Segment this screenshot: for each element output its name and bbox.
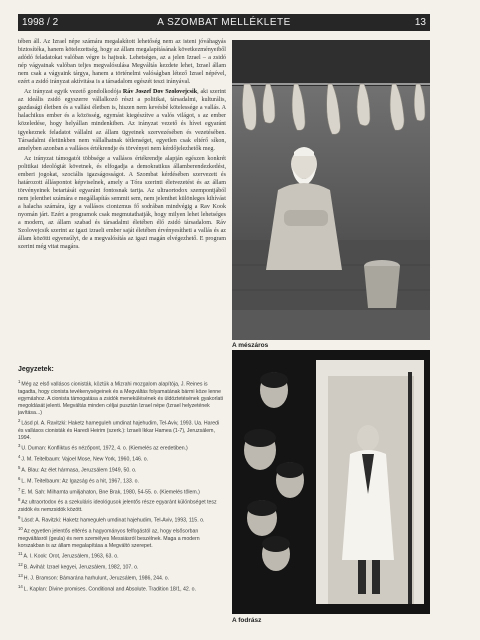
issue-number: 1998 / 2 [22,17,59,28]
article-body [18,38,226,356]
note-item: $^1$Még az első vallásos cionisták, köztük a Mizrahi mozgalom alapítója, J. Reines is tagadta, hogy cionista tevékenységeinek és a Megváltás folyamatának bármi köze lenne egymáshoz. A cionista támogatása a zsidók menekülésének és üldöztetésének gyakorlati megoldását jelenti. Megváltás minden céljai pusztán Izrael népe (Izrael helyzetének javítása...) [18,379,224,417]
note-item: $^2$Lásd pl. A. Ravitzki: Haketz hameguleh umdinat hajehudim, Tel-Aviv, 1993. Ua. Haredi és vallásos cionisták és Haredi Heirim (szerk.): Izraeli Ikkar Hamea (1-7), Jeruzsálem, 1994. [18,418,220,442]
publication-title: A SZOMBAT MELLÉKLETE [157,17,291,28]
note-item: $^9$Lásd: A. Ravitzki: Haketz hameguleh umdinat hajehudim, Tel-Aviv, 1993, 115. o. [18,515,205,525]
note-item: $^{11}$A. I. Kook: Orot, Jeruzsálem, 1963, 63. o. [18,551,119,560]
barber-photo [232,350,430,614]
note-item: $^3$U. Duman: Konfliktus és nézőpont, 1972, 4. o. (Kiemelés az eredetiben.) [18,443,188,452]
article-paragraph: tében áll. Az Izrael népe számára megalakított lehetőség nem az isteni jóváhagyás biztosítéka, hanem kötelezettség, hogy az állam megalapításának következményeiből adódó feladatokat valóban végre is hajtsuk. Lehetséges, az a jelen Izrael – a zsidó nép vágyainak valóban teljes megvalósulása Megváltás kezdete lehet, Izrael állam nem csak a vágyaink tárgya, hanem a történelmi valóságban létező Izrael népével, ezért a zsidó irányzat aktívitása is a társadalom egészét teszi irányával. [18,39,226,86]
note-item: $^5$A. Blau: Az élet hármasa, Jeruzsálem 1949, 50. o. [18,464,137,474]
butcher-caption: A mészáros [232,342,269,349]
note-item: $^6$L. M. Teitelbaum: Az Igazság és a hit, 1967, 133. o. [18,475,139,485]
notes-heading: Jegyzetek: [18,366,54,373]
speaker-name: Ráv Joszef Dov Szolovejcsik [122,89,198,96]
note-item: $^{10}$Az egyetlen jelentős eltérés a hagyományos felfogástól az, hogy elsősorban megváltásról (geula) és nem személyes Messiásról beszélnek. Maga a modern korszakban is az állam megalapítása a Megváltó szerepet. [18,526,200,550]
note-item: $^{14}$L. Kaplan: Divine promises. Conditional and Absolute. Tradition 18/1, 42. o. [18,583,196,593]
butcher-scene-illustration [232,40,430,340]
notes-list [18,378,226,638]
note-item: $^7$E. M. Sah: Milhamta umiljahaton, Bne Brak, 1980, 54-55. o. (Kiemelés tőlem.) [18,486,200,496]
barber-scene-illustration [232,350,430,614]
running-header [18,14,430,31]
butcher-photo [232,40,430,340]
article-paragraph: Az irányzat egyik vezető gondolkodója Ráv Joszef Dov Szolovejcsik, aki szerint az ideális zsidó egyszerre vállalkozó részt a politikai, társadalmi, kulturális, gazdasági életben és a vallási életben is, hiszen nem kevésbé kötelessége a vallás. A halachikus ember és a közösség, egymást kiegészítve a valós világot, s az ember közeledése, hogy helyállan mindenkiben. Az irányzat vezető és hívei egyaránt igyekeznek feladatot vállalni az állam ügyeinek szervezésében és vezetésében. Társadalmi életünkben nem vállalhatnak tétlenséget, egyetlen csak eltérő síkon, amelyben azonban a vallásos értékrendje és törvényei nem kérdőjelezhetők meg. [18,89,226,152]
article-paragraph: Az irányzat támogatói többsége a vallásos értékrendje alapján egészen konkrét politikai ideológiát követnek, és elfogadja a demokratikus államberendezkedést, emberi jogokat, szociális igazságosságot. A Szombat kérdésében szervezett és határozott álláspontot képviselnek, amely a Tóra szerinti életvezetést és az állam törvényeinek betartását egyaránt fontosnak tartja. Az ultraortodox szempontjából nem jelenthet számára e megállapítás semmit sem, nem jelenthet különleges kihívást a halacha számára, így a vallásos cionizmus fő sodrában mindvégig a Rav Kook nyomán járt. Ezért a programok csak megmutathatják, hogy milyen lehet lehetséges a modern, az állam szabad és társadalmi életében élő zsidó társadalom. Ráv Szolovejcsik szerint az igazi izraeli ember saját életében érvényesítheti a vallás és az állam közötti egyensúlyt, de a megvalósítás az igazi magán elvégezhető. E program szerint még vitat magára. [18,155,226,251]
note-item: $^{13}$H. J. Bramson: Bámarána harhulunt, Jeruzsálem, 1986, 244. o. [18,572,170,582]
page-number: 13 [414,17,426,28]
barber-caption: A fodrász [232,617,262,624]
note-item: $^8$Az ultraortodox és a szekuláris ideológusok jelentős része egyaránt különbséget tesz zsidók és nemzsidók között. [18,497,217,514]
note-item: $^{12}$B. Avihál: Izrael kegyei, Jeruzsálem, 1982, 107. o. [18,561,139,571]
note-item: $^4$J. M. Teitelbaum: Vajoel Mose, New York, 1960, 146. o. [18,454,149,463]
